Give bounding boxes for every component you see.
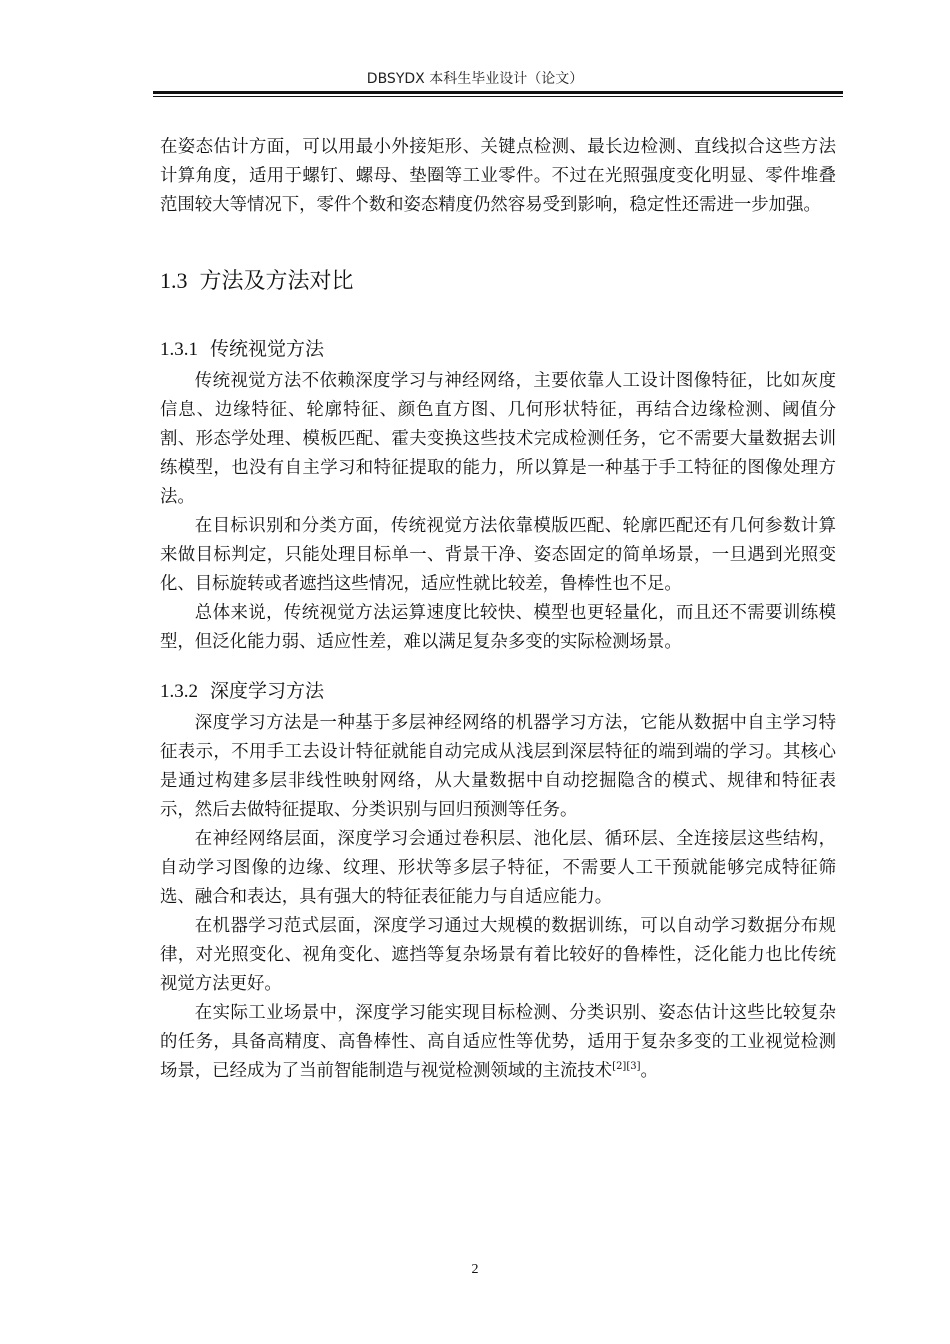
paragraph-with-citation [160, 999, 836, 1086]
section-title: 方法及方法对比 [199, 269, 354, 294]
paragraph: 在机器学习范式层面，深度学习通过大规模的数据训练，可以自动学习数据分布规律，对光照变化、视角变化、遮挡等复杂场景有着比较好的鲁棒性，泛化能力也比传统视觉方法更好。 [160, 916, 836, 994]
subsection-title-2: 深度学习方法 [210, 680, 325, 702]
subsection-heading-1 [160, 335, 836, 364]
subsection-number-2: 1.3.2 [160, 681, 198, 702]
paragraph: 在神经网络层面，深度学习会通过卷积层、池化层、循环层、全连接层这些结构，自动学习图像的边缘、纹理、形状等多层子特征，不需要人工干预就能够完成特征筛选、融合和表达，具有强大的特征表征能力与自适应能力。 [160, 829, 836, 907]
header-rule-thick [153, 91, 843, 94]
paragraph: 在目标识别和分类方面，传统视觉方法依靠模版匹配、轮廓匹配还有几何参数计算来做目标判定，只能处理目标单一、背景干净、姿态固定的简单场景，一旦遇到光照变化、目标旋转或者遮挡这些情况，适应性就比较差，鲁棒性也不足。 [160, 516, 836, 594]
paragraph: 总体来说，传统视觉方法运算速度比较快、模型也更轻量化，而且还不需要训练模型，但泛化能力弱、适应性差，难以满足复杂多变的实际检测场景。 [160, 603, 836, 652]
page-number: 2 [471, 1262, 479, 1277]
paragraph-end: 。 [640, 1061, 658, 1081]
paragraph: 传统视觉方法不依赖深度学习与神经网络，主要依靠人工设计图像特征，比如灰度信息、边缘特征、轮廓特征、颜色直方图、几何形状特征，再结合边缘检测、阈值分割、形态学处理、模板匹配、霍夫变换这些技术完成检测任务，它不需要大量数据去训练模型，也没有自主学习和特征提取的能力，所以算是一种基于手工特征的图像处理方法。 [160, 371, 836, 507]
header-rule-thin [153, 96, 843, 97]
section-number: 1.3 [160, 268, 188, 293]
subsection-title-1: 传统视觉方法 [210, 338, 325, 360]
subsection-number-1: 1.3.1 [160, 339, 198, 360]
running-header: DBSYDX 本科生毕业设计（论文） [366, 71, 584, 87]
citation: [2][3] [612, 1061, 641, 1073]
section-heading [160, 266, 836, 297]
paragraph-text: 在实际工业场景中，深度学习能实现目标检测、分类识别、姿态估计这些比较复杂的任务，具备高精度、高鲁棒性、高自适应性等优势，适用于复杂多变的工业视觉检测场景，已经成为了当前智能制造与视觉检测领域的主流技术 [160, 1003, 836, 1081]
intro-paragraph: 在姿态估计方面，可以用最小外接矩形、关键点检测、最长边检测、直线拟合这些方法计算角度，适用于螺钉、螺母、垫圈等工业零件。不过在光照强度变化明显、零件堆叠范围较大等情况下，零件个数和姿态精度仍然容易受到影响，稳定性还需进一步加强。 [160, 137, 836, 215]
subsection-heading-2 [160, 677, 836, 706]
page-body [160, 133, 836, 1086]
paragraph: 深度学习方法是一种基于多层神经网络的机器学习方法，它能从数据中自主学习特征表示，不用手工去设计特征就能自动完成从浅层到深层特征的端到端的学习。其核心是通过构建多层非线性映射网络，从大量数据中自动挖掘隐含的模式、规律和特征表示，然后去做特征提取、分类识别与回归预测等任务。 [160, 713, 836, 820]
